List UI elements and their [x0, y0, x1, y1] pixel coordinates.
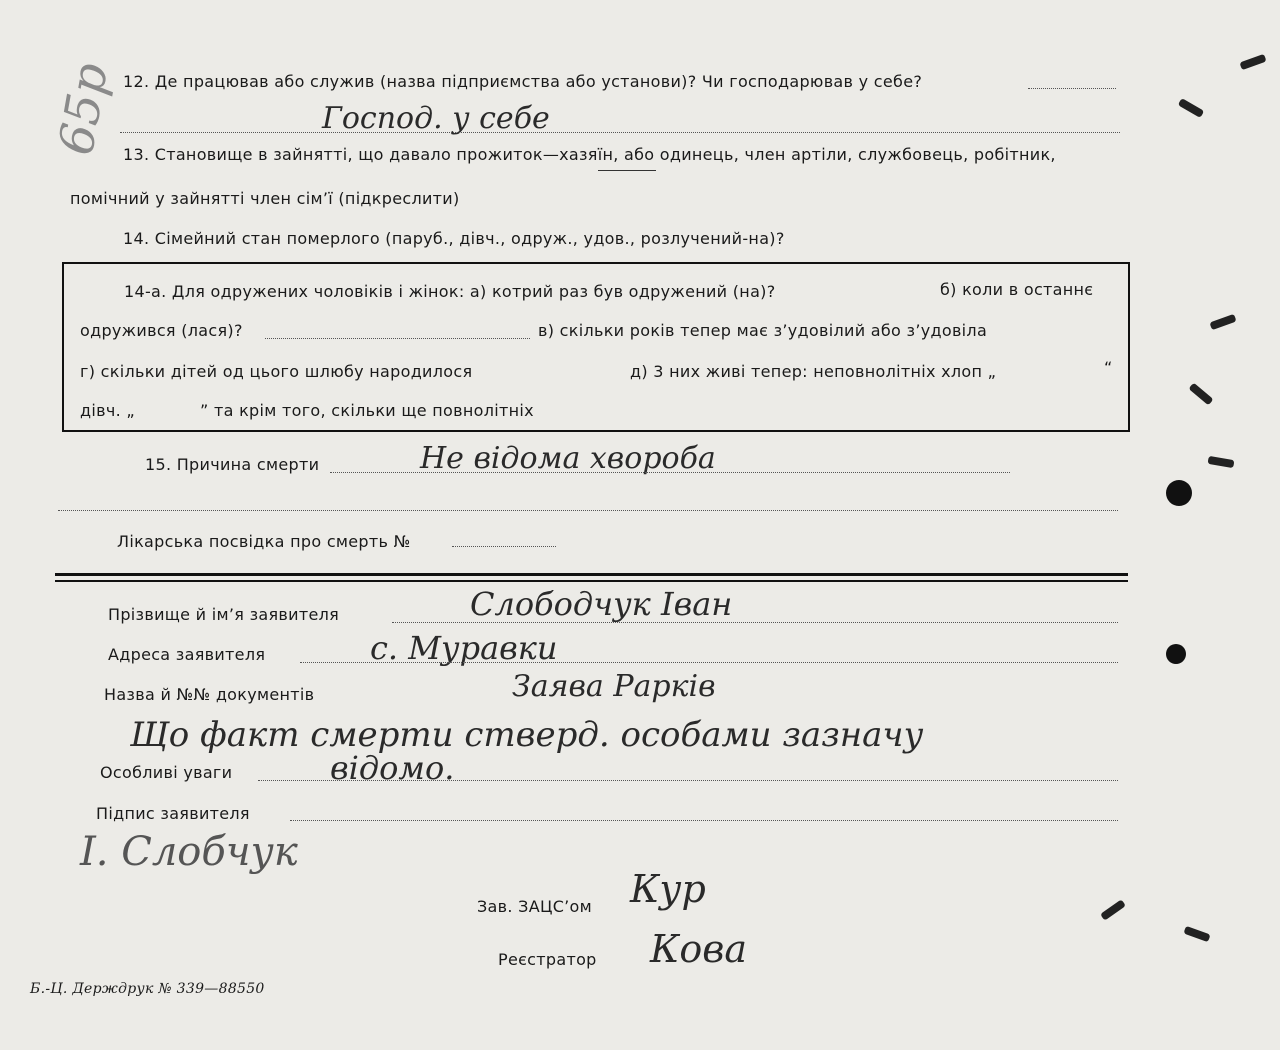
punch-hole — [1166, 644, 1186, 664]
section-divider-top — [55, 573, 1128, 576]
q15-dotline-2 — [58, 510, 1118, 511]
q15-label: 15. Причина смерти — [145, 455, 320, 474]
punch-tear-mark — [1209, 314, 1236, 330]
applicant-notes-value-1: Що факт смерти стверд. особами зазначу — [130, 715, 924, 755]
q14a-line4a: дівч. „ — [80, 401, 135, 420]
applicant-sign-label: Підпис заявителя — [96, 804, 250, 823]
applicant-notes-label: Особливі уваги — [100, 763, 233, 782]
q14-label: 14. Сімейний стан померлого (паруб., дівч., одруж., удов., розлучений-на)? — [123, 229, 785, 248]
punch-tear-mark — [1178, 98, 1205, 118]
punch-tear-mark — [1208, 456, 1235, 468]
registrar-label: Реєстратор — [498, 950, 597, 969]
med-label: Лікарська посвідка про смерть № — [117, 532, 411, 551]
section-divider-bottom — [55, 580, 1128, 582]
applicant-signature: І. Слобчук — [80, 829, 298, 875]
punch-tear-mark — [1100, 899, 1126, 920]
printer-imprint: Б.-Ц. Держдрук № 339—88550 — [30, 981, 265, 997]
q13-underline — [598, 170, 656, 171]
q15-dotline — [330, 472, 1010, 473]
q14a-line3a: г) скільки дітей од цього шлюбу народилося — [80, 362, 473, 381]
q14a-line3c: “ — [1104, 358, 1113, 377]
q13-line1: 13. Становище в зайнятті, що давало прожиток—хазяїн, або одинець, член артіли, службовець, робітник, — [123, 145, 1056, 164]
q14a-line2b: в) скільки років тепер має з’удовілий або з’удовіла — [538, 321, 988, 340]
applicant-docs-label: Назва й №№ документів — [104, 685, 315, 704]
q14a-line2-dots — [265, 338, 530, 339]
applicant-notes-dots — [258, 780, 1118, 781]
q15-answer: Не відома хвороба — [420, 441, 716, 476]
punch-hole — [1166, 480, 1192, 506]
q12-answer-line — [120, 132, 1120, 133]
q12-answer: Господ. у себе — [322, 101, 550, 136]
q14a-line1b: б) коли в останнє — [940, 280, 1094, 299]
registrar-signature: Кова — [650, 927, 748, 971]
applicant-address-dots — [300, 662, 1118, 663]
applicant-address-label: Адреса заявителя — [108, 645, 266, 664]
q14a-line1a: 14-а. Для одружених чоловіків і жінок: а) котрий раз був одружений (на)? — [124, 282, 776, 301]
punch-tear-mark — [1188, 383, 1213, 406]
q13-line2: помічний у зайнятті член сім’ї (підкреслити) — [70, 189, 460, 208]
applicant-sign-dots — [290, 820, 1118, 821]
applicant-name-label: Прізвище й ім’я заявителя — [108, 605, 340, 624]
applicant-name-value: Слободчук Іван — [470, 585, 733, 623]
q12-label: 12. Де працював або служив (назва підприємства або установи)? Чи господарював у себе? — [123, 72, 923, 91]
med-dotline — [452, 546, 556, 547]
q12-dotline — [1028, 88, 1116, 89]
q14a-line3b: д) 3 них живі тепер: неповнолітніх хлоп „ — [630, 362, 997, 381]
head-signature: Кур — [630, 867, 706, 911]
applicant-address-value: с. Муравки — [370, 629, 558, 667]
q14a-line2a: одружився (лася)? — [80, 321, 243, 340]
applicant-notes-value-2: відомо. — [330, 749, 455, 787]
punch-tear-mark — [1239, 54, 1266, 70]
applicant-docs-value: Заява Рарків — [512, 669, 716, 704]
applicant-name-dots — [392, 622, 1118, 623]
punch-tear-mark — [1183, 926, 1210, 942]
q14a-line4b: ” та крім того, скільки ще повнолітніх — [200, 401, 534, 420]
margin-note: 65р — [48, 58, 120, 160]
head-label: Зав. ЗАЦС’ом — [477, 897, 593, 916]
